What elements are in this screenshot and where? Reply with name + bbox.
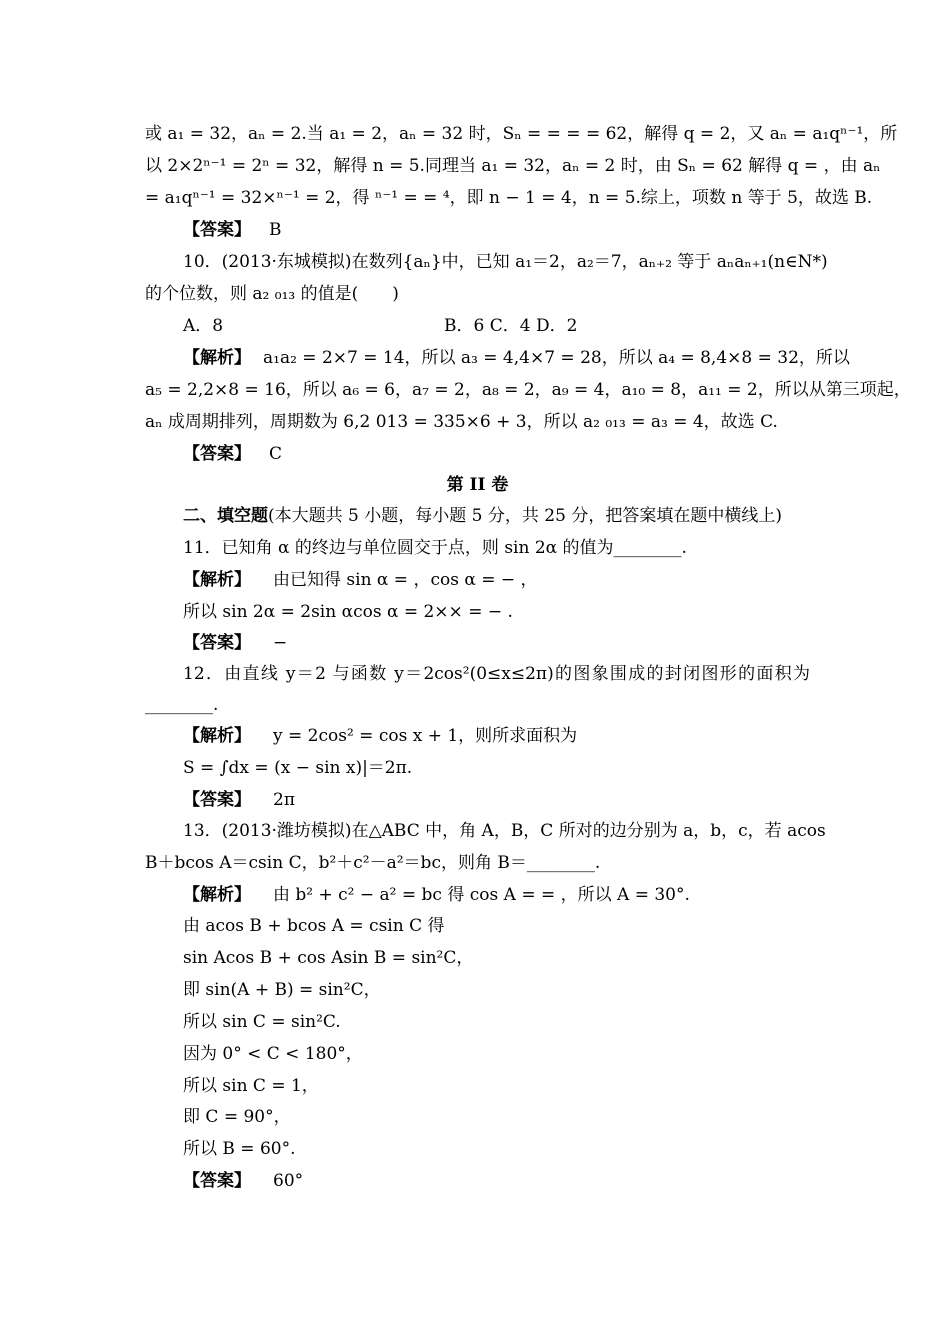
text-line: 因为 0° < C < 180°， [183,1044,363,1064]
section-desc: (本大题共 5 小题，每小题 5 分，共 25 分，把答案填在题中横线上) [268,506,782,526]
analysis-line [183,884,810,906]
text-line: ________. [145,695,219,715]
text-line: 以 2×2ⁿ⁻¹ = 2ⁿ = 32，解得 n = 5.同理当 a₁ = 32，aₙ = 2 时，由 Sₙ = 62 解得 q = ，由 aₙ [145,156,881,176]
analysis-text: 由 b² + c² − a² = bc 得 cos A = = ，所以 A = 30°. [273,885,690,905]
text-line: 即 sin(A + B) = sin²C， [183,980,381,1000]
answer-value: B [269,220,282,240]
analysis-line [183,347,850,369]
section-label: 二、填空题 [183,506,268,526]
question-12: 12．由直线 y＝2 与函数 y＝2cos²(0≤x≤2π)的图象围成的封闭图形的面积为 [183,664,810,684]
answer-label: 【答案】 [183,633,251,653]
option-rest: B．6 C．4 D．2 [444,316,578,336]
answer-line [183,219,810,241]
analysis-text: a₁a₂ = 2×7 = 14，所以 a₃ = 4,4×7 = 28，所以 a₄ = 8,4×8 = 32，所以 [263,348,850,368]
answer-label: 【答案】 [183,220,251,240]
text-line: 或 a₁ = 32，aₙ = 2.当 a₁ = 2，aₙ = 32 时，Sₙ = = = = 62，解得 q = 2，又 aₙ = a₁qⁿ⁻¹，所 [145,124,898,144]
text-line: B＋bcos A＝csin C，b²＋c²－a²＝bc，则角 B＝________. [145,853,601,873]
answer-line [183,632,810,654]
option-a: A．8 [183,316,224,336]
answer-value: C [269,444,283,464]
text-line: 所以 sin 2α = 2sin αcos α = 2×× = − . [183,602,513,622]
answer-label: 【答案】 [183,1171,251,1191]
answer-value: 2π [273,790,295,810]
answer-value: 60° [273,1171,304,1191]
analysis-text: y = 2cos² = cos x + 1，则所求面积为 [273,726,578,746]
text-line: = a₁qⁿ⁻¹ = 32×ⁿ⁻¹ = 2，得 ⁿ⁻¹ = = ⁴，即 n − 1 = 4，n = 5.综上，项数 n 等于 5，故选 B. [145,188,873,208]
text-line: 所以 B = 60°. [183,1139,296,1159]
answer-value: − [273,633,288,653]
text-line: sin Acos B + cos Asin B = sin²C， [183,948,474,968]
question-11: 11．已知角 α 的终边与单位圆交于点，则 sin 2α 的值为________. [183,538,687,558]
answer-line [183,1170,810,1192]
analysis-line [183,569,810,591]
analysis-line [183,725,810,747]
text-line: S = ∫dx = (x − sin x)|＝2π. [183,758,413,778]
answer-line [183,443,810,465]
text-line: 所以 sin C = sin²C. [183,1012,341,1032]
answer-label: 【答案】 [183,444,251,464]
text-line: 由 acos B + bcos A = csin C 得 [183,916,445,936]
section-title: 第 II 卷 [446,475,509,495]
answer-label: 【答案】 [183,790,251,810]
analysis-label: 【解析】 [183,348,251,368]
question-10: 10．(2013·东城模拟)在数列{aₙ}中，已知 a₁＝2，a₂＝7，aₙ₊₂ 等于 aₙaₙ₊₁(n∈N*) [183,252,828,272]
text-line: 所以 sin C = 1， [183,1076,319,1096]
section-heading [183,505,810,527]
question-13: 13．(2013·潍坊模拟)在△ABC 中，角 A，B，C 所对的边分别为 a，b，c，若 acos [183,821,826,841]
analysis-label: 【解析】 [183,885,251,905]
options-line [183,315,810,337]
analysis-label: 【解析】 [183,570,251,590]
text-line: a₅ = 2,2×8 = 16，所以 a₆ = 6，a₇ = 2，a₈ = 2，a₉ = 4，a₁₀ = 8，a₁₁ = 2，所以从第三项起， [145,380,911,400]
analysis-text: 由已知得 sin α = ，cos α = − ， [273,570,538,590]
text-line: 的个位数，则 a₂ ₀₁₃ 的值是( ) [145,284,399,304]
text-line: 即 C = 90°， [183,1107,291,1127]
text-line: aₙ 成周期排列，周期数为 6,2 013 = 335×6 + 3，所以 a₂ ₀₁₃ = a₃ = 4，故选 C. [145,412,778,432]
analysis-label: 【解析】 [183,726,251,746]
answer-line [183,789,810,811]
